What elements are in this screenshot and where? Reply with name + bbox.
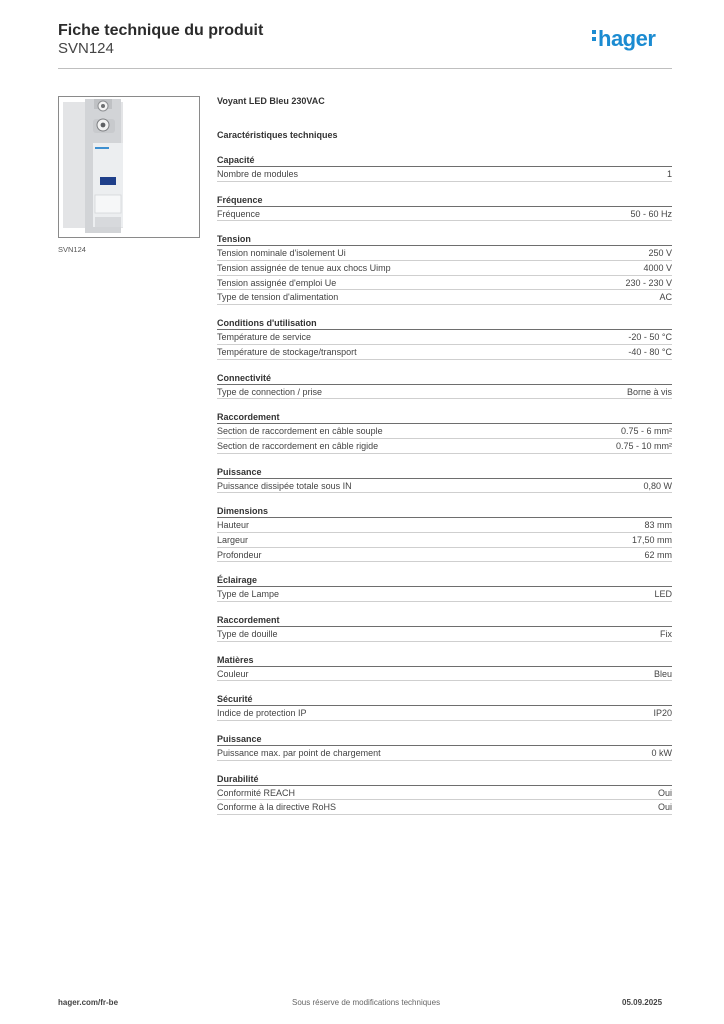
section-title: Tension <box>217 233 672 246</box>
spec-section <box>217 773 672 815</box>
spec-value: Bleu <box>653 668 672 679</box>
spec-label: Type de douille <box>217 629 278 639</box>
logo-text: hager <box>598 26 656 51</box>
spec-section <box>217 693 672 721</box>
spec-value: 1 <box>666 169 672 179</box>
spec-section <box>217 194 672 222</box>
spec-label: Conformité REACH <box>217 787 296 798</box>
spec-label: Type de Lampe <box>217 589 280 600</box>
spec-row <box>217 548 672 563</box>
characteristics-heading: Caractéristiques techniques <box>217 130 338 140</box>
spec-row <box>217 533 672 548</box>
spec-row <box>217 330 672 345</box>
spec-label: Hauteur <box>217 520 250 531</box>
spec-label: Largeur <box>217 534 249 545</box>
spec-content <box>217 96 672 815</box>
section-title: Matières <box>217 654 672 667</box>
spec-label: Tension assignée de tenue aux chocs Uimp <box>217 263 391 274</box>
spec-row <box>217 385 672 400</box>
spec-row <box>217 276 672 291</box>
spec-label: Indice de protection IP <box>217 708 307 719</box>
section-title: Dimensions <box>217 505 672 518</box>
spec-section <box>217 411 672 453</box>
section-title: Fréquence <box>217 194 672 207</box>
spec-value: 83 mm <box>644 520 672 531</box>
spec-row <box>217 518 672 533</box>
spec-section <box>217 466 672 494</box>
spec-label: Couleur <box>217 668 249 679</box>
section-title: Puissance <box>217 466 672 479</box>
product-image <box>58 96 200 238</box>
product-name: Voyant LED Bleu 230VAC <box>217 96 325 106</box>
spec-value: 50 - 60 Hz <box>630 208 672 219</box>
spec-section <box>217 505 672 562</box>
spec-row <box>217 800 672 815</box>
spec-row <box>217 424 672 439</box>
spec-label: Type de connection / prise <box>217 386 323 397</box>
spec-value: 17,50 mm <box>631 534 672 545</box>
spec-label: Puissance dissipée totale sous IN <box>217 480 352 491</box>
section-title: Connectivité <box>217 372 672 385</box>
spec-row <box>217 167 672 182</box>
spec-value: 0.75 - 10 mm² <box>615 440 672 451</box>
spec-value: -40 - 80 °C <box>628 346 672 357</box>
spec-label: Température de stockage/transport <box>217 346 357 357</box>
spec-value: -20 - 50 °C <box>628 332 672 343</box>
spec-label: Tension nominale d'isolement Ui <box>217 248 346 259</box>
header-divider <box>58 68 672 69</box>
spec-section <box>217 733 672 761</box>
spec-value: LED <box>654 589 672 600</box>
spec-section <box>217 233 672 305</box>
section-title: Sécurité <box>217 693 672 706</box>
spec-label: Profondeur <box>217 549 262 560</box>
spec-value: 0,80 W <box>643 480 672 491</box>
footer-date: 05.09.2025 <box>622 998 663 1007</box>
spec-label: Conforme à la directive RoHS <box>217 802 337 813</box>
spec-value: 230 - 230 V <box>625 277 672 288</box>
hager-logo <box>592 26 655 52</box>
modular-indicator-light-icon <box>59 97 199 237</box>
spec-section <box>217 154 672 182</box>
spec-row <box>217 667 672 682</box>
spec-label: Section de raccordement en câble rigide <box>217 440 379 451</box>
spec-row <box>217 261 672 276</box>
document-title: Fiche technique du produit <box>58 22 264 39</box>
spec-value: Borne à vis <box>626 386 672 397</box>
spec-label: Nombre de modules <box>217 169 299 179</box>
spec-value: 0 kW <box>651 748 672 759</box>
spec-label: Température de service <box>217 332 312 343</box>
spec-row <box>217 207 672 222</box>
spec-section <box>217 574 672 602</box>
spec-sections <box>217 154 672 815</box>
section-title: Capacité <box>217 154 672 167</box>
spec-value: 62 mm <box>644 549 672 560</box>
section-title: Conditions d'utilisation <box>217 317 672 330</box>
spec-label: Tension assignée d'emploi Ue <box>217 277 337 288</box>
spec-section <box>217 614 672 642</box>
spec-value: AC <box>659 292 672 303</box>
spec-section <box>217 654 672 682</box>
section-title: Durabilité <box>217 773 672 786</box>
spec-label: Puissance max. par point de chargement <box>217 748 381 759</box>
product-reference: SVN124 <box>58 40 114 57</box>
spec-row <box>217 587 672 602</box>
spec-label: Fréquence <box>217 208 261 219</box>
spec-row <box>217 786 672 801</box>
spec-value: 0.75 - 6 mm² <box>620 426 672 437</box>
spec-row <box>217 290 672 305</box>
footer-disclaimer: Sous réserve de modifications techniques <box>292 998 441 1007</box>
spec-row <box>217 246 672 261</box>
spec-row <box>217 479 672 494</box>
spec-value: Oui <box>657 787 672 798</box>
logo-dots-icon <box>592 27 596 44</box>
spec-value: Oui <box>657 802 672 813</box>
spec-value: 250 V <box>648 248 672 259</box>
spec-value: Fix <box>660 629 672 639</box>
spec-section <box>217 372 672 400</box>
spec-row <box>217 439 672 454</box>
spec-value: 4000 V <box>643 263 672 274</box>
spec-section <box>217 317 672 359</box>
section-title: Raccordement <box>217 614 672 627</box>
spec-value: IP20 <box>653 708 672 719</box>
section-title: Puissance <box>217 733 672 746</box>
spec-row <box>217 746 672 761</box>
section-title: Éclairage <box>217 574 672 587</box>
spec-label: Section de raccordement en câble souple <box>217 426 383 437</box>
section-title: Raccordement <box>217 411 672 424</box>
spec-row <box>217 345 672 360</box>
spec-row <box>217 627 672 642</box>
spec-label: Type de tension d'alimentation <box>217 292 339 303</box>
footer-website: hager.com/fr-be <box>58 998 119 1007</box>
spec-row <box>217 706 672 721</box>
product-image-caption: SVN124 <box>58 245 86 254</box>
